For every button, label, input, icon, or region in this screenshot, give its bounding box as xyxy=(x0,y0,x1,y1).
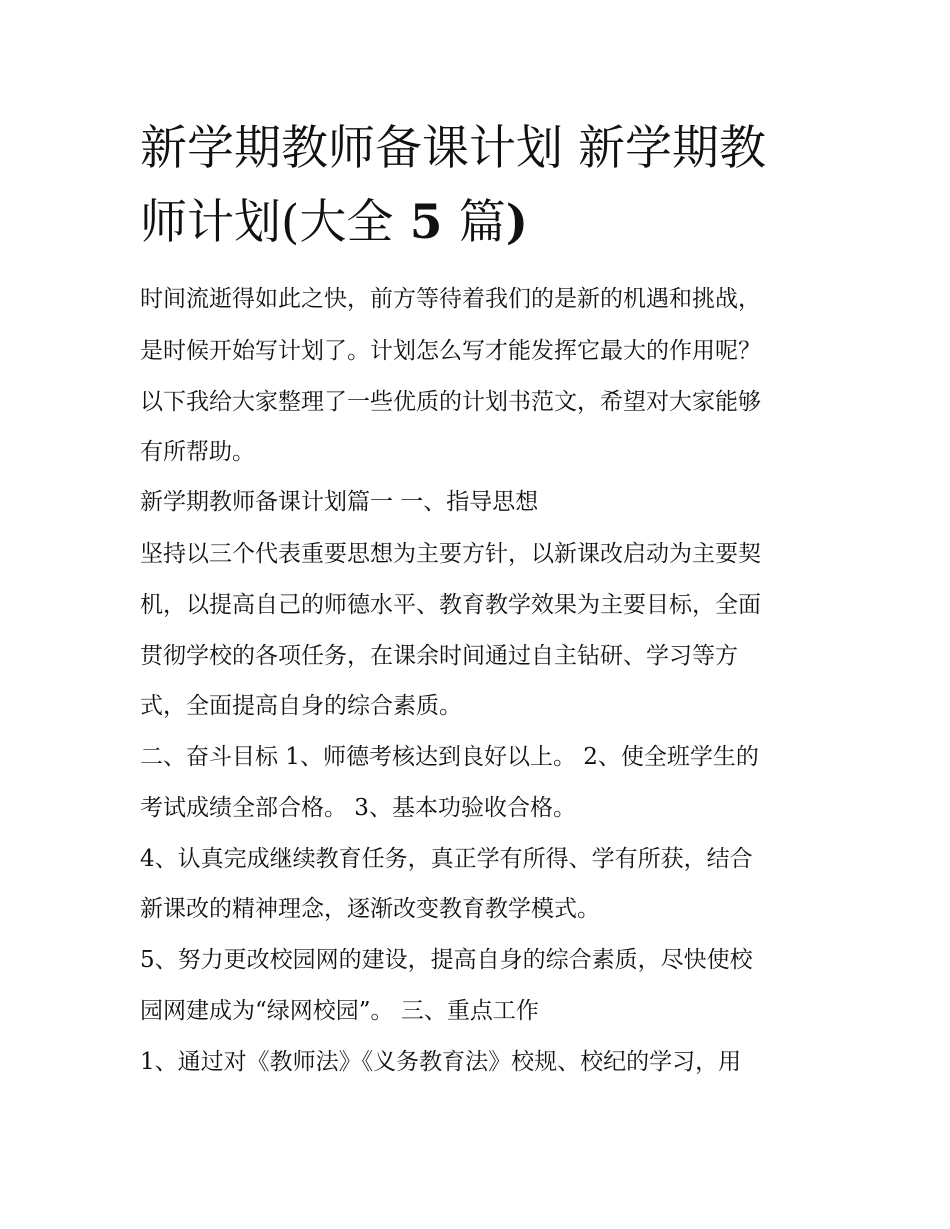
title-line-2c: 5 xyxy=(393,195,459,250)
body-line: 考试成绩全部合格。 3、基本功验收合格。 xyxy=(140,795,576,821)
title-line-2d: 篇 xyxy=(458,195,506,250)
body-line: 园网建成为“绿网校园”。 三、重点工作 xyxy=(140,998,539,1024)
body-line: 新课改的精神理念，逐渐改变教育教学模式。 xyxy=(140,896,600,922)
document-title xyxy=(140,112,820,260)
body-line: 是时候开始写计划了。计划怎么写才能发挥它最大的作用呢？ xyxy=(140,338,761,364)
title-line-2e: ) xyxy=(505,195,529,250)
body-line: 机，以提高自己的师德水平、教育教学效果为主要目标，全面 xyxy=(140,592,761,618)
body-line: 时间流逝得如此之快，前方等待着我们的是新的机遇和挑战， xyxy=(140,286,761,312)
title-line-2a: 师计划( xyxy=(140,195,300,250)
body-line: 坚持以三个代表重要思想为主要方针，以新课改启动为主要契 xyxy=(140,541,761,567)
title-line-2b: 大全 xyxy=(299,195,394,250)
body-line: 有所帮助。 xyxy=(140,439,255,465)
body-line: 以下我给大家整理了一些优质的计划书范文，希望对大家能够 xyxy=(140,389,761,415)
body-line: 5、努力更改校园网的建设，提高自身的综合素质，尽快使校 xyxy=(140,947,753,973)
section-heading-line: 新学期教师备课计划篇一 一、指导思想 xyxy=(140,489,539,515)
body-line: 二、奋斗目标 1、师德考核达到良好以上。 2、使全班学生的 xyxy=(140,744,759,770)
body-line: 1、通过对《教师法》《义务教育法》校规、校纪的学习，用 xyxy=(140,1049,742,1075)
body-line: 式，全面提高自身的综合素质。 xyxy=(140,693,462,719)
body-line: 4、认真完成继续教育任务，真正学有所得、学有所获，结合 xyxy=(140,846,753,872)
body-line: 贯彻学校的各项任务，在课余时间通过自主钻研、学习等方 xyxy=(140,643,738,669)
title-line-1: 新学期教师备课计划 新学期教 xyxy=(140,121,766,176)
